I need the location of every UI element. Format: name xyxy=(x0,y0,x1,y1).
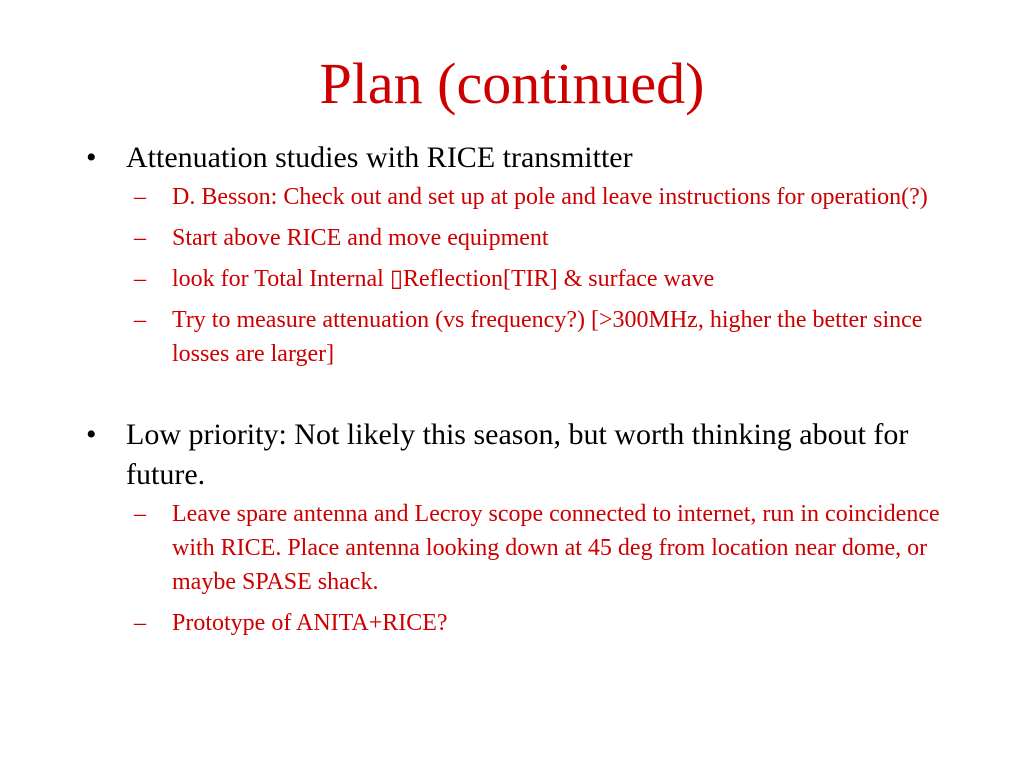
bullet-text: Low priority: Not likely this season, but worth thinking about for future. xyxy=(126,418,909,491)
sub-item xyxy=(82,262,962,296)
slide-title: Plan (continued) xyxy=(319,51,705,116)
sub-text: look for Total Internal ▯Reflection[TIR] & surface wave xyxy=(172,266,715,292)
dash-glyph: – xyxy=(134,501,146,527)
sub-text: D. Besson: Check out and set up at pole and leave instructions for operation(?) xyxy=(172,184,928,210)
sub-item xyxy=(82,606,962,640)
slide-body xyxy=(82,138,962,647)
dash-glyph: – xyxy=(134,610,146,636)
sub-item xyxy=(82,303,962,371)
bullet-group-low-priority xyxy=(82,415,962,640)
dash-glyph: – xyxy=(134,307,146,333)
sub-item xyxy=(82,497,962,599)
sub-item xyxy=(82,180,962,214)
sub-text: Try to measure attenuation (vs frequency?) [>300MHz, higher the better since losses are larger] xyxy=(172,307,923,367)
bullet-item xyxy=(82,138,962,178)
bullet-glyph: • xyxy=(86,141,97,174)
bullet-group-attenuation xyxy=(82,138,962,371)
dash-glyph: – xyxy=(134,225,146,251)
sub-text: Prototype of ANITA+RICE? xyxy=(172,610,448,636)
sub-item xyxy=(82,221,962,255)
dash-glyph: – xyxy=(134,184,146,210)
bullet-item xyxy=(82,415,962,495)
bullet-text: Attenuation studies with RICE transmitter xyxy=(126,141,633,174)
bullet-glyph: • xyxy=(86,418,97,451)
sub-list xyxy=(82,497,962,640)
sub-list xyxy=(82,180,962,371)
sub-text: Start above RICE and move equipment xyxy=(172,225,549,251)
dash-glyph: – xyxy=(134,266,146,292)
sub-text: Leave spare antenna and Lecroy scope connected to internet, run in coincidence with RICE. Place antenna looking down at 45 deg from location near dome, or maybe SPASE shack. xyxy=(172,501,940,595)
